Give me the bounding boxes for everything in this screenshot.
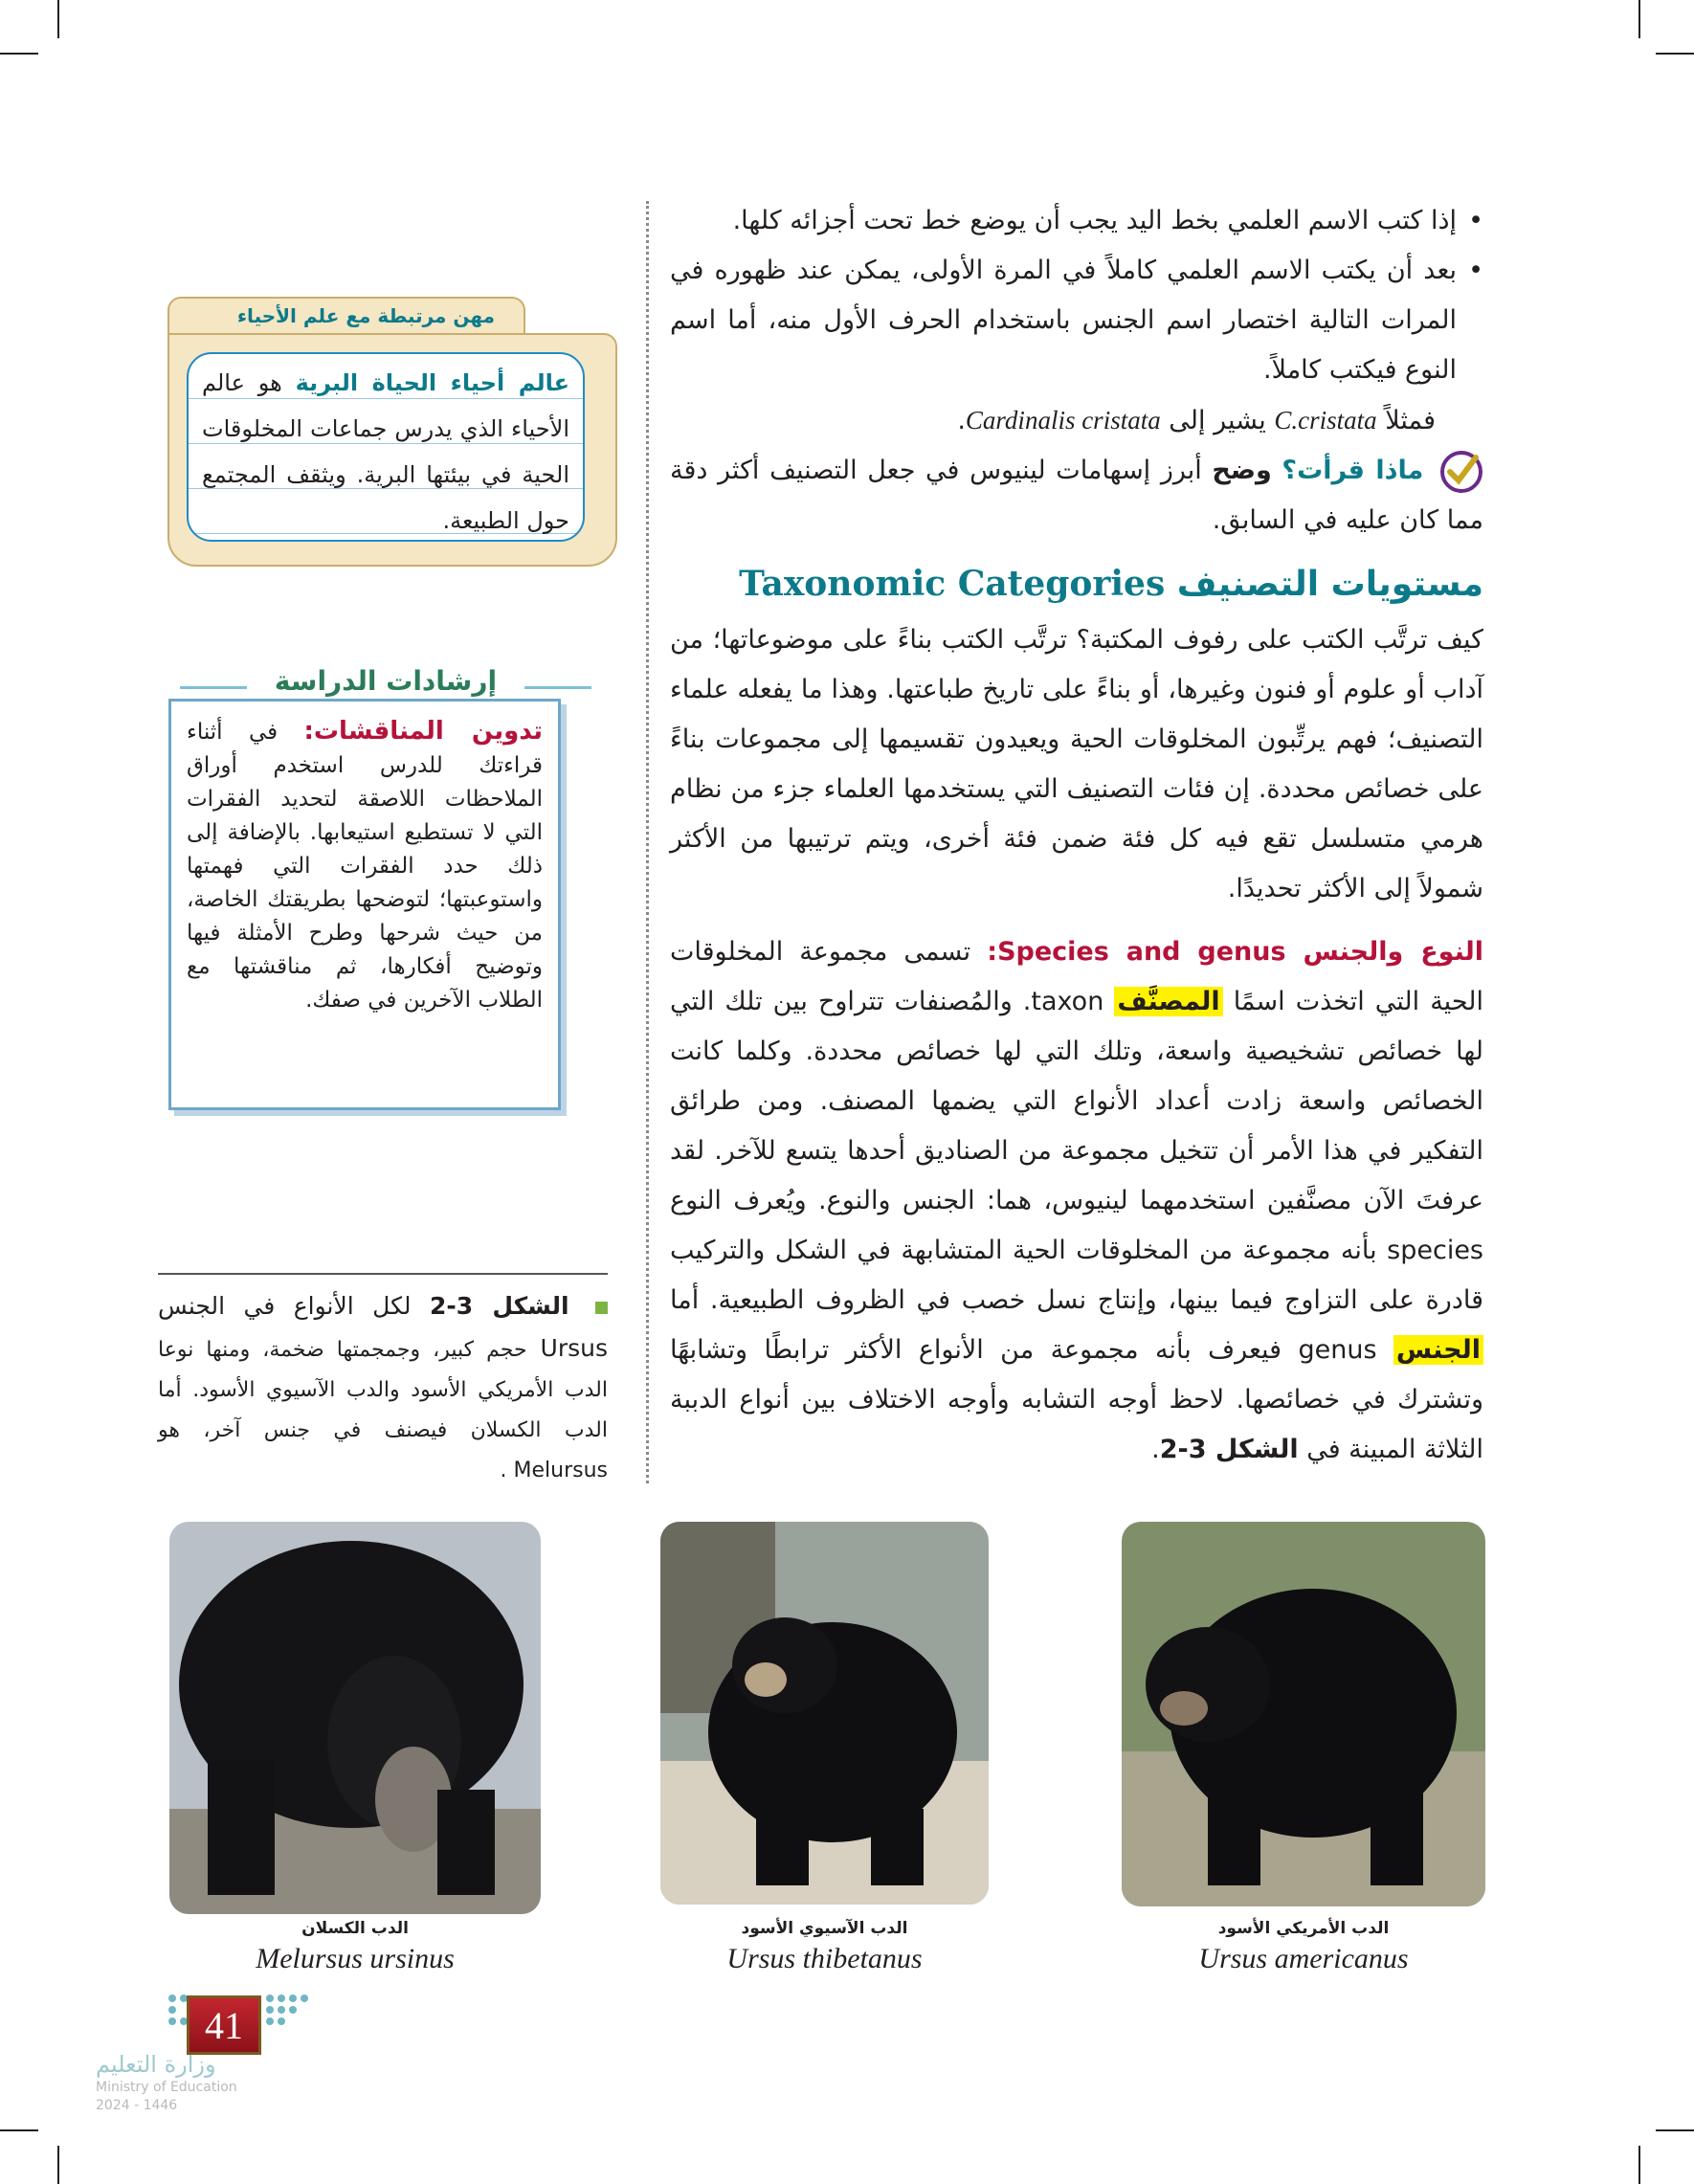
photo-caption-ar: الدب الأمريكي الأسود [1217,1919,1390,1938]
paragraph-species-genus: النوع والجنس Species and genus: تسمى مجموعة المخلوقات الحية التي اتخذت اسمًا المصنَّف taxon. والمُصنفات تتراوح بين تلك التي لها خصائص تشخيصية واسعة، وتلك التي لها خصائص محددة. وكلما كانت الخصائص واسعة زادت أعداد الأنواع التي يضمها المصنف. ومن طرائق التفكير في هذا الأمر أن تتخيل مجموعة من الصناديق أحدها يتسع للآخر. لقد عرفتَ الآن مصنَّفين استخدمهما لينيوس، هما: الجنس والنوع. ويُعرف النوع species بأنه مجموعة من المخلوقات الحية المتشابهة في الشكل والتركيب قادرة على التزاوج فيما بينها، وإنتاج نسل خصب في الظروف الطبيعية. أما الجنس genus فيعرف بأنه مجموعة من الأنواع الأكثر ترابطًا وتشابهًا وتشترك في خصائصها. لاحظ أوجه التشابه وأوجه الاختلاف بين أنواع الدببة الثلاثة المبينة في الشكل 3-2. [670,937,1484,1464]
crop-mark [0,53,38,55]
study-tips-title: إرشادات الدراسة [170,665,601,697]
photo-sloth-bear [169,1522,541,1914]
page-number: 41 [187,1995,261,2055]
figure-reference: الشكل 3-2 [1159,1435,1299,1464]
caption-bullet-icon [595,1302,608,1314]
photo-caption-latin: Ursus thibetanus [726,1943,923,1974]
crop-mark [57,2146,59,2184]
photo-caption-latin: Melursus ursinus [256,1943,455,1974]
bullet-handwritten-rule: • إذا كتب الاسم العلمي بخط اليد يجب أن يوضع خط تحت أجزائه كلها. [670,196,1483,246]
careers-box [167,297,617,569]
photo-asian-black-bear [660,1522,989,1905]
study-tips-box: تدوين المناقشات: في أثناء قراءتك للدرس استخدم أوراق الملاحظات اللاصقة لتحديد الفقرات التي لا تستطيع استيعابها. بالإضافة إلى ذلك حدد الفقرات التي فهمتها واستوعبتها؛ لتوضحها بطريقتك الخاصة، من حيث شرحها وطرح الأمثلة فيها وتوضيح أفكارها، ثم مناقشتها مع الطلاب الآخرين في صفك. [168,699,561,1110]
crop-mark [0,2129,38,2131]
crop-mark [1656,53,1694,55]
careers-tab: مهن مرتبطة مع علم الأحياء [167,297,525,337]
reading-check: ماذا قرأت؟ وضح أبرز إسهامات لينيوس في جعل التصنيف أكثر دقة مما كان عليه في السابق. [670,446,1483,546]
crop-mark [1638,0,1640,38]
photo-caption-latin: Ursus americanus [1198,1943,1409,1974]
photo-caption-ar: الدب الكسلان [301,1919,409,1938]
photo-caption-ar: الدب الآسيوي الأسود [741,1919,908,1938]
taxon-highlight: المصنَّف [1114,987,1222,1016]
reading-check-label: ماذا قرأت؟ [1282,456,1424,485]
paragraph-taxonomy-intro: كيف ترتَّب الكتب على رفوف المكتبة؟ ترتَّب الكتب بناءً على موضوعاتها؛ من آداب أو علوم أو فنون وغيرها، أو بناءً على تاريخ طباعتها. وهذا ما يفعله علماء التصنيف؛ فهم يرتِّبون المخلوقات الحية ويعيدون تقسيمها إلى مجموعات بناءً على خصائص محددة. إن فئات التصنيف التي يستخدمها العلماء جزء من نظام هرمي متسلسل تقع فيه كل فئة ضمن فئة أخرى، ويتم ترتيبها من الأكثر شمولاً إلى الأكثر تحديدًا. [670,625,1483,903]
figure-caption: الشكل 3-2 لكل الأنواع في الجنس Ursus حجم كبير، وجمجمتها ضخمة، ومنها نوعا الدب الأمريكي الأسود والدب الآسيوي الأسود. أما الدب الكسلان فيصنف في جنس آخر، هو Melursus . [158,1273,608,1491]
example-line: فمثلاً C.cristata يشير إلى Cardinalis cristata. [957,406,1436,435]
ministry-name-ar: وزارة التعليم [96,2051,216,2078]
genus-highlight: الجنس [1393,1335,1483,1365]
edition-year: 2024 - 1446 [96,2098,178,2113]
crop-mark [1638,2146,1640,2184]
crop-mark [1656,2129,1694,2131]
bullet-abbreviation-rule: • بعد أن يكتب الاسم العلمي كاملاً في المرة الأولى، يمكن عند ظهوره في المرات التالية اختصار اسم الجنس باستخدام الحرف الأول منه، أما اسم النوع فيكتب كاملاً. [670,246,1483,395]
checkmark-icon [1439,450,1483,494]
careers-term: عالم أحياء الحياة البرية [295,369,569,396]
crop-mark [57,0,59,38]
column-divider [646,201,649,1483]
main-column [670,196,1483,1475]
ministry-name-en: Ministry of Education [96,2080,237,2095]
careers-text: عالم أحياء الحياة البرية هو عالم الأحياء الذي يدرس جماعات المخلوقات الحية في بيئتها البرية. ويثقف المجتمع حول الطبيعة. [187,352,585,542]
section-heading: مستويات التصنيف Taxonomic Categories [739,564,1483,604]
species-genus-term: النوع والجنس Species and genus: [987,937,1484,967]
study-tips-term: تدوين المناقشات: [303,717,544,746]
photo-american-black-bear [1122,1522,1485,1906]
